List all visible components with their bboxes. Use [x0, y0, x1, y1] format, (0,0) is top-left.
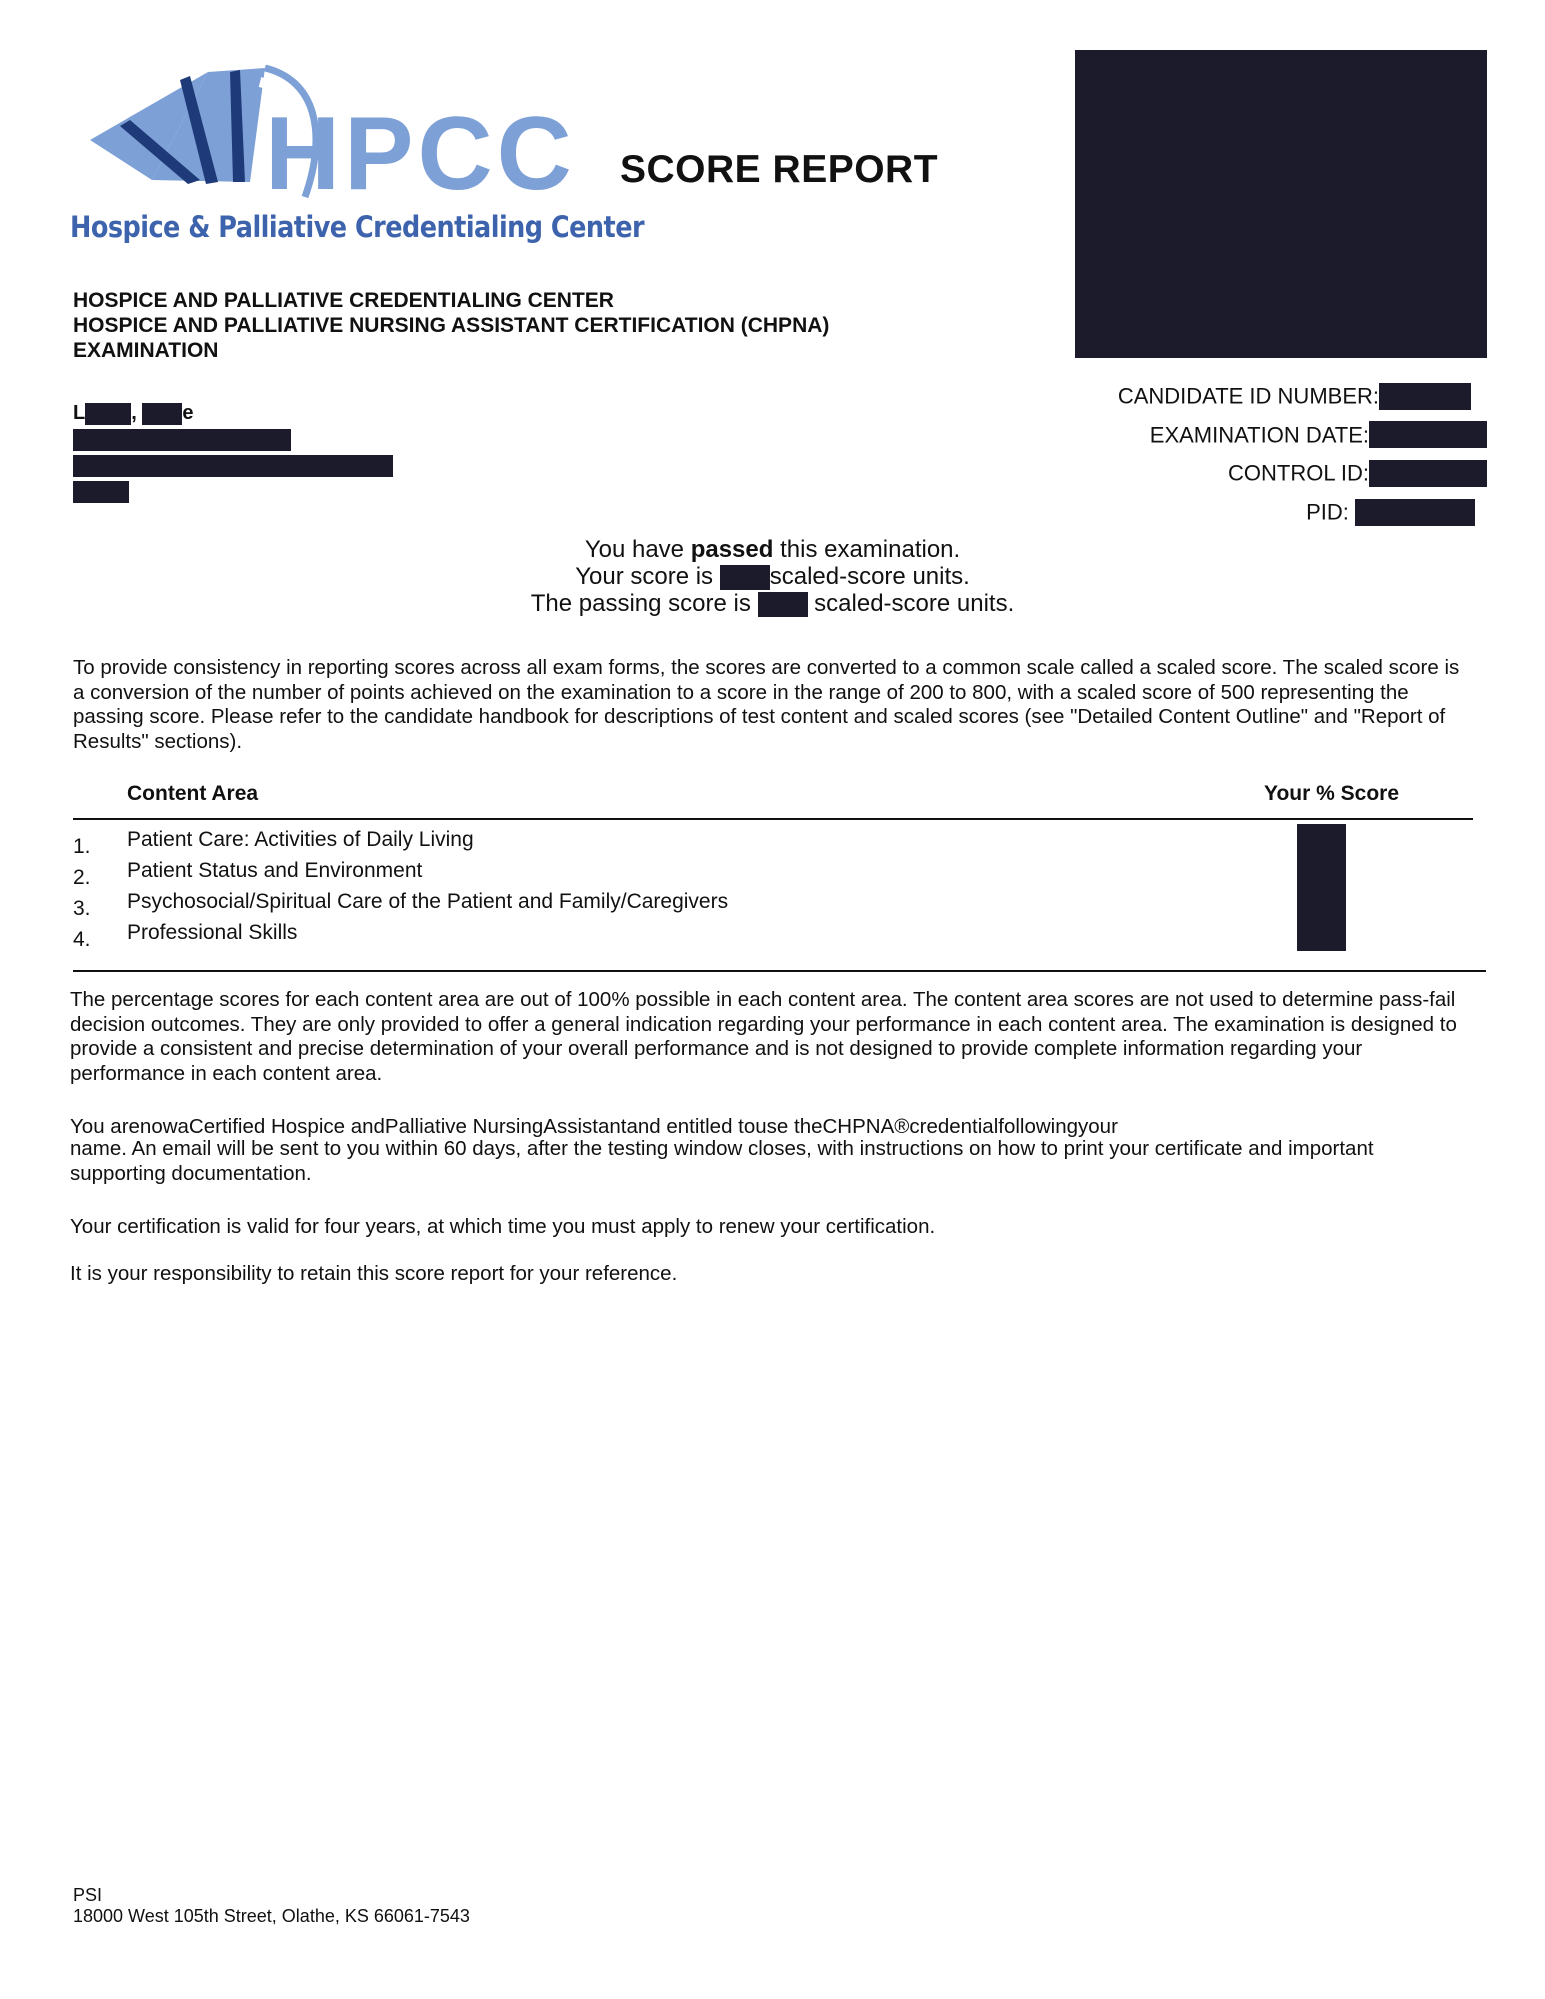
control-id-redaction	[1369, 460, 1487, 487]
row-content-area: Psychosocial/Spiritual Care of the Patient and Family/Caregivers	[127, 890, 729, 913]
footer-company: PSI	[73, 1885, 103, 1905]
name-redaction-2	[142, 403, 182, 425]
table-body	[73, 820, 1486, 972]
exam-result	[0, 536, 1545, 617]
name-redaction-1	[85, 403, 131, 425]
scores-redaction	[1297, 824, 1346, 951]
exam-date-label: EXAMINATION DATE:	[1149, 422, 1369, 448]
logo-letters: HPCC	[265, 96, 576, 212]
passing-score-label: The passing score is	[530, 590, 751, 618]
control-id-row	[1118, 453, 1487, 492]
table-row	[73, 828, 1173, 859]
content-area-table	[73, 778, 1473, 972]
org-line-2: HOSPICE AND PALLIATIVE NURSING ASSISTANT CERTIFICATION (CHPNA)	[73, 314, 830, 337]
result-line-1-pre: You have	[584, 536, 691, 563]
your-score-label: Your score is	[575, 563, 714, 590]
row-number: 4.	[73, 928, 91, 951]
candidate-id-label: CANDIDATE ID NUMBER:	[1117, 383, 1379, 409]
retain-note: It is your responsibility to retain this score report for your reference.	[70, 1262, 678, 1285]
certified-line-2: name. An email will be sent to you within 60 days, after the testing window closes, with instructions on how to print your certificate and important supporting documentation.	[70, 1137, 1374, 1185]
scaled-score-explanation: To provide consistency in reporting scores across all exam forms, the scores are converted to a common scale called a scaled score. The scaled score is a conversion of the number of points achieved on the examination to a score in the range of 200 to 800, with a scaled score of 500 representing the passing score. Please refer to the candidate handbook for descriptions of test content and scaled scores (see "Detailed Content Outline" and "Report of Results" sections).	[73, 656, 1460, 753]
result-passed: passed	[690, 536, 774, 563]
table-row	[73, 859, 1173, 890]
certified-line-1: You arenowaCertified Hospice andPalliative NursingAssistantand entitled touse theCHPNA®credentialfollowingyour	[70, 1115, 1118, 1138]
pid-row	[1118, 492, 1487, 531]
candidate-name-row	[73, 400, 393, 426]
col-header-score: Your % Score	[1264, 782, 1399, 805]
exam-date-redaction	[1369, 421, 1487, 448]
org-line-3: EXAMINATION	[73, 339, 219, 362]
candidate-id-row	[1118, 376, 1487, 415]
candidate-id-redaction	[1379, 383, 1471, 410]
pid-redaction	[1355, 499, 1475, 526]
percentage-note: The percentage scores for each content area are out of 100% possible in each content area. The content area scores are not used to determine pass-fail decision outcomes. They are only provided to offer a general indication regarding your performance in each content area. The examination is designed to provide a consistent and precise determination of your overall performance and is not designed to provide complete information regarding your performance in each content area.	[70, 988, 1457, 1085]
your-score-redaction	[720, 565, 770, 590]
city-line-redaction	[73, 452, 393, 478]
name-comma: ,	[131, 402, 137, 424]
pid-label: PID:	[1306, 499, 1349, 525]
country-line-redaction	[73, 478, 393, 504]
organization-heading	[73, 288, 829, 363]
footer	[73, 1885, 470, 1927]
table-row	[73, 890, 1173, 921]
result-line-1-post: this examination.	[773, 536, 961, 563]
passing-score-units: scaled-score units.	[814, 590, 1015, 618]
row-number: 2.	[73, 866, 91, 889]
result-line-3	[0, 590, 1545, 617]
passing-score-redaction	[758, 592, 808, 617]
row-content-area: Professional Skills	[127, 921, 298, 944]
footer-address: 18000 West 105th Street, Olathe, KS 66061-7543	[73, 1906, 470, 1926]
hpcc-logo	[70, 62, 645, 262]
name-first-letter: L	[73, 402, 86, 424]
row-number: 1.	[73, 835, 91, 858]
address-line-redaction	[73, 426, 393, 452]
validity-note: Your certification is valid for four years, at which time you must apply to renew your certification.	[70, 1215, 936, 1238]
redacted-block	[1075, 50, 1487, 358]
result-line-1	[0, 536, 1545, 563]
row-number: 3.	[73, 897, 91, 920]
result-line-2	[0, 563, 1545, 590]
report-title: SCORE REPORT	[620, 148, 939, 191]
logo-tagline: Hospice & Palliative Credentialing Center	[70, 210, 645, 244]
your-score-units: scaled-score units.	[769, 563, 970, 590]
candidate-meta	[1118, 376, 1487, 531]
control-id-label: CONTROL ID:	[1228, 461, 1369, 487]
table-row	[73, 921, 1173, 952]
row-content-area: Patient Status and Environment	[127, 859, 423, 882]
table-header	[73, 778, 1473, 820]
candidate-address	[73, 400, 393, 504]
row-content-area: Patient Care: Activities of Daily Living	[127, 828, 474, 851]
exam-date-row	[1118, 415, 1487, 454]
org-line-1: HOSPICE AND PALLIATIVE CREDENTIALING CENTER	[73, 289, 614, 312]
name-last-letter: e	[182, 402, 194, 424]
col-header-content-area: Content Area	[127, 782, 259, 805]
